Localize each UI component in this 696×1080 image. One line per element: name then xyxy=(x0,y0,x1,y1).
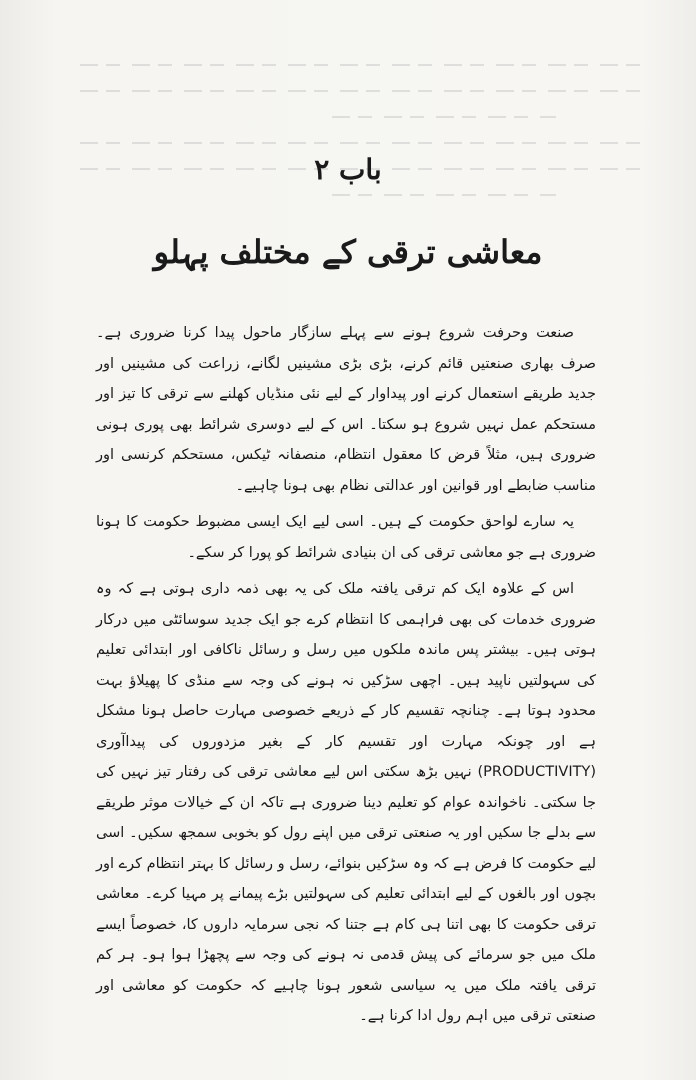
paragraph-1: صنعت وحرفت شروع ہونے سے پہلے سازگار ماحول پیدا کرنا ضروری ہے۔ صرف بھاری صنعتیں قائم کرنے، بڑی بڑی مشینیں لگانے، زراعت کی مشینیں اور جدید طریقے استعمال کرنے اور پیداوار کے لیے نئی منڈیاں کھلنے سے ترقی کا تیز اور مستحکم عمل نہیں شروع ہو سکتا۔ اس کے لیے دوسری شرائط بھی پوری ہونی ضروری ہیں، مثلاً قرض کا معقول انتظام، منصفانہ ٹیکس، مستحکم کرنسی اور مناسب ضابطے اور قوانین اور عدالتی نظام بھی ہونا چاہیے۔ xyxy=(96,325,596,494)
body-text xyxy=(96,318,596,1038)
paragraph-2: یہ سارے لواحق حکومت کے ہیں۔ اسی لیے ایک ایسی مضبوط حکومت کا ہونا ضروری ہے جو معاشی ترقی کی ان بنیادی شرائط کو پورا کر سکے۔ xyxy=(96,514,596,561)
paragraph-3: اس کے علاوہ ایک کم ترقی یافتہ ملک کی یہ بھی ذمہ داری ہوتی ہے کہ وہ ضروری خدمات کی بھی فراہمی کا انتظام کرے جو ایک جدید سوسائٹی میں درکار ہوتی ہیں۔ بیشتر پس ماندہ ملکوں میں رسل و رسائل ناکافی اور ابتدائی تعلیم کی سہولتیں ناپید ہیں۔ اچھی سڑکیں نہ ہونے کی وجہ سے منڈی کا پھیلاؤ بہت محدود ہوتا ہے۔ چنانچہ تقسیم کار کے ذریعے خصوصی مہارت حاصل ہونا مشکل ہے اور چونکہ مہارت اور تقسیم کار کے بغیر مزدوروں کی پیداآوری (PRODUCTIVITY) نہیں بڑھ سکتی اس لیے معاشی ترقی کی رفتار تیز نہیں کی جا سکتی۔ ناخواندہ عوام کو تعلیم دینا ضروری ہے تاکہ ان کے خیالات موثر طریقے سے بدلے جا سکیں اور یہ صنعتی ترقی میں اپنے رول کو بخوبی سمجھ سکیں۔ اسی لیے حکومت کا فرض ہے کہ وہ سڑکیں بنوائے، رسل و رسائل کا بہتر انتظام کرے اور بچوں اور بالغوں کے لیے ابتدائی تعلیم کی سہولتیں بڑے پیمانے پر مہیا کرے۔ معاشی ترقی حکومت کا بھی اتنا ہی کام ہے جتنا کہ نجی سرمایہ داروں کا، خصوصاً ایسے ملک میں جو سرمائے کی پیش قدمی نہ ہونے کی وجہ سے پچھڑا ہوا ہو۔ ہر کم ترقی یافتہ ملک میں یہ سیاسی شعور ہونا چاہیے کہ حکومت کو معاشی اور صنعتی ترقی میں اہم رول ادا کرنا ہے۔ xyxy=(96,581,596,1024)
reverse-side-bleed-through xyxy=(80,40,640,230)
chapter-heading: باب ۲ xyxy=(314,153,382,186)
chapter-title: معاشی ترقی کے مختلف پہلو xyxy=(153,233,543,271)
